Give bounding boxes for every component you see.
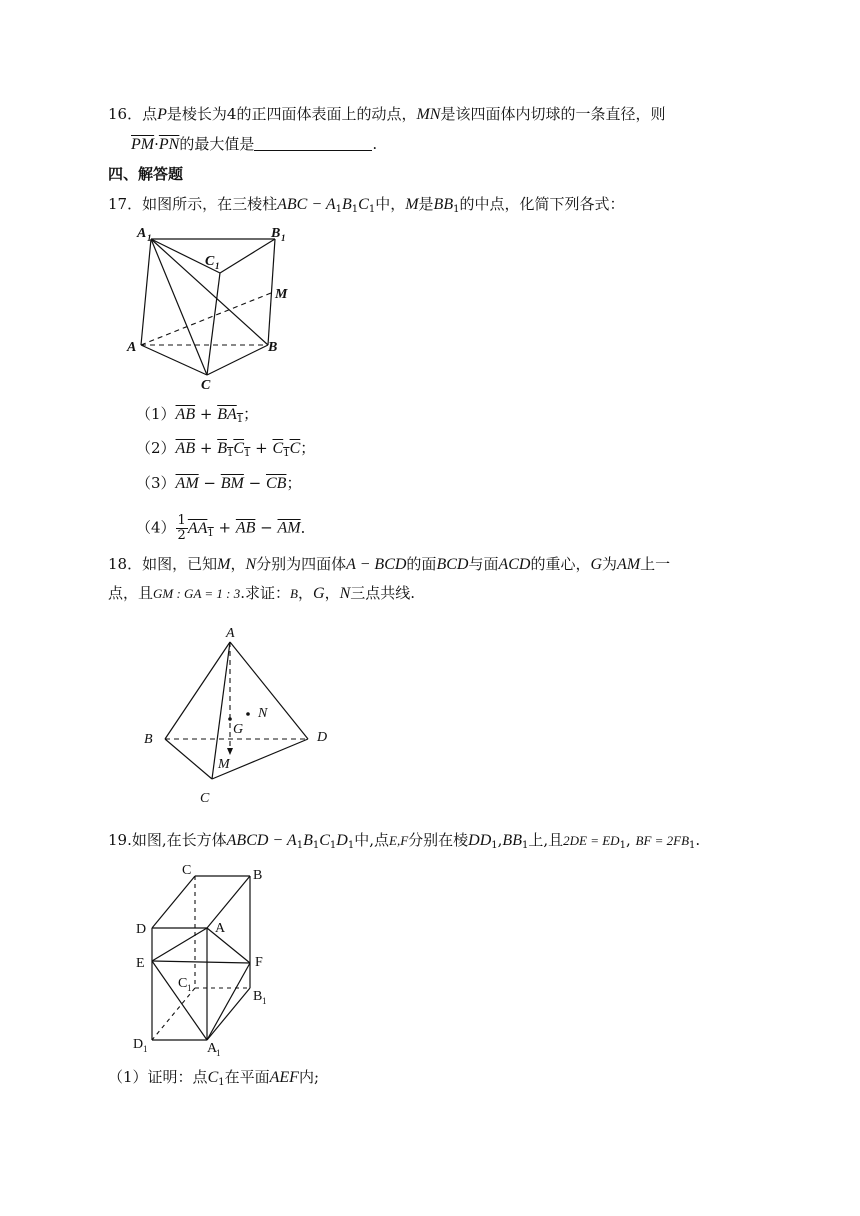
svg-text:1: 1 bbox=[262, 996, 267, 1006]
fig18-label-N: N bbox=[258, 706, 268, 721]
q17-item-2: $(2)\overline{AB} + B_1C_1 + C_1C$； bbox=[136, 439, 316, 459]
fig19-label-C: C bbox=[182, 863, 192, 878]
q16-line2: $\overline{PM}\cdot\overline{PN}$的最大值是 . bbox=[131, 135, 378, 153]
q19-cuboid-figure bbox=[130, 862, 290, 1057]
q17-prism-figure bbox=[125, 225, 300, 395]
svg-text:1: 1 bbox=[143, 1044, 148, 1054]
fig19-label-C1: C bbox=[178, 976, 188, 991]
fig19-label-B1: B bbox=[253, 989, 263, 1004]
svg-text:1: 1 bbox=[281, 233, 286, 243]
fig17-label-B1: B bbox=[271, 226, 281, 241]
fig19-label-B: B bbox=[253, 868, 263, 883]
fig17-label-C: C bbox=[201, 378, 211, 393]
svg-text:1: 1 bbox=[187, 983, 192, 993]
svg-text:1: 1 bbox=[147, 233, 152, 243]
fig19-label-D1: D bbox=[133, 1037, 144, 1052]
fig18-label-C: C bbox=[200, 791, 210, 806]
fig19-label-D: D bbox=[136, 922, 147, 937]
q19-part-1: （1）证明：点$C_1$在平面AEF内; bbox=[108, 1068, 320, 1088]
q16-line1: 16．点P是棱长为4的正四面体表面上的动点，MN是该四面体内切球的一条直径，则 bbox=[108, 105, 666, 123]
fig18-label-B: B bbox=[144, 732, 153, 747]
q18-tetrahedron-figure bbox=[140, 622, 340, 807]
fig18-label-A: A bbox=[226, 626, 235, 641]
fig18-label-G: G bbox=[233, 722, 244, 737]
answer-blank bbox=[254, 136, 372, 151]
fig17-label-M: M bbox=[275, 287, 288, 302]
q16-number: 16． bbox=[108, 105, 143, 123]
q18-line1: 18．如图，已知M，N分别为四面体A − BCD的面BCD与面ACD的重心，G为AM上一 bbox=[108, 555, 671, 573]
svg-text:1: 1 bbox=[215, 261, 220, 271]
q17-item-3: $(3)\overline{AM} - \overline{BM} - \overline{CB}$； bbox=[136, 474, 302, 492]
fig18-label-D: D bbox=[317, 730, 328, 745]
fig17-label-A1: A bbox=[137, 226, 147, 241]
q19-stem: 19.如图,在长方体ABCD − $A_1B_1C_1D_1$中,点E,F分别在棱$DD_1,BB_1$上,且$2DE = ED_1$, BF = $2FB_1$. bbox=[108, 831, 701, 851]
fig19-label-A1: A bbox=[207, 1041, 218, 1056]
fig18-label-M: M bbox=[218, 757, 230, 772]
fraction-half: $\frac{1}{2}$ bbox=[177, 513, 186, 543]
q18-line2: 点，且GM : GA = 1 : 3.求证：B，G，N三点共线. bbox=[108, 584, 416, 602]
q17-item-4: （4） $\frac{1}{2}AA_1 + \overline{AB} - \overline{AM}$． bbox=[136, 513, 316, 543]
q17-stem: 17．如图所示，在三棱柱ABC − $A_1B_1C_1$中，M是$BB_1$的中点，化简下列各式： bbox=[108, 195, 625, 215]
fig19-label-E: E bbox=[136, 956, 145, 971]
svg-text:1: 1 bbox=[216, 1048, 221, 1058]
q17-item-1: $(1)\overline{AB} + BA_1$； bbox=[136, 405, 259, 425]
fig17-label-C1: C bbox=[205, 254, 215, 269]
fig19-label-F: F bbox=[255, 955, 263, 970]
section-heading: 四、解答题 bbox=[108, 165, 184, 183]
fig19-label-A: A bbox=[215, 921, 226, 936]
fig17-label-B: B bbox=[268, 340, 278, 355]
fig17-label-A: A bbox=[127, 340, 137, 355]
